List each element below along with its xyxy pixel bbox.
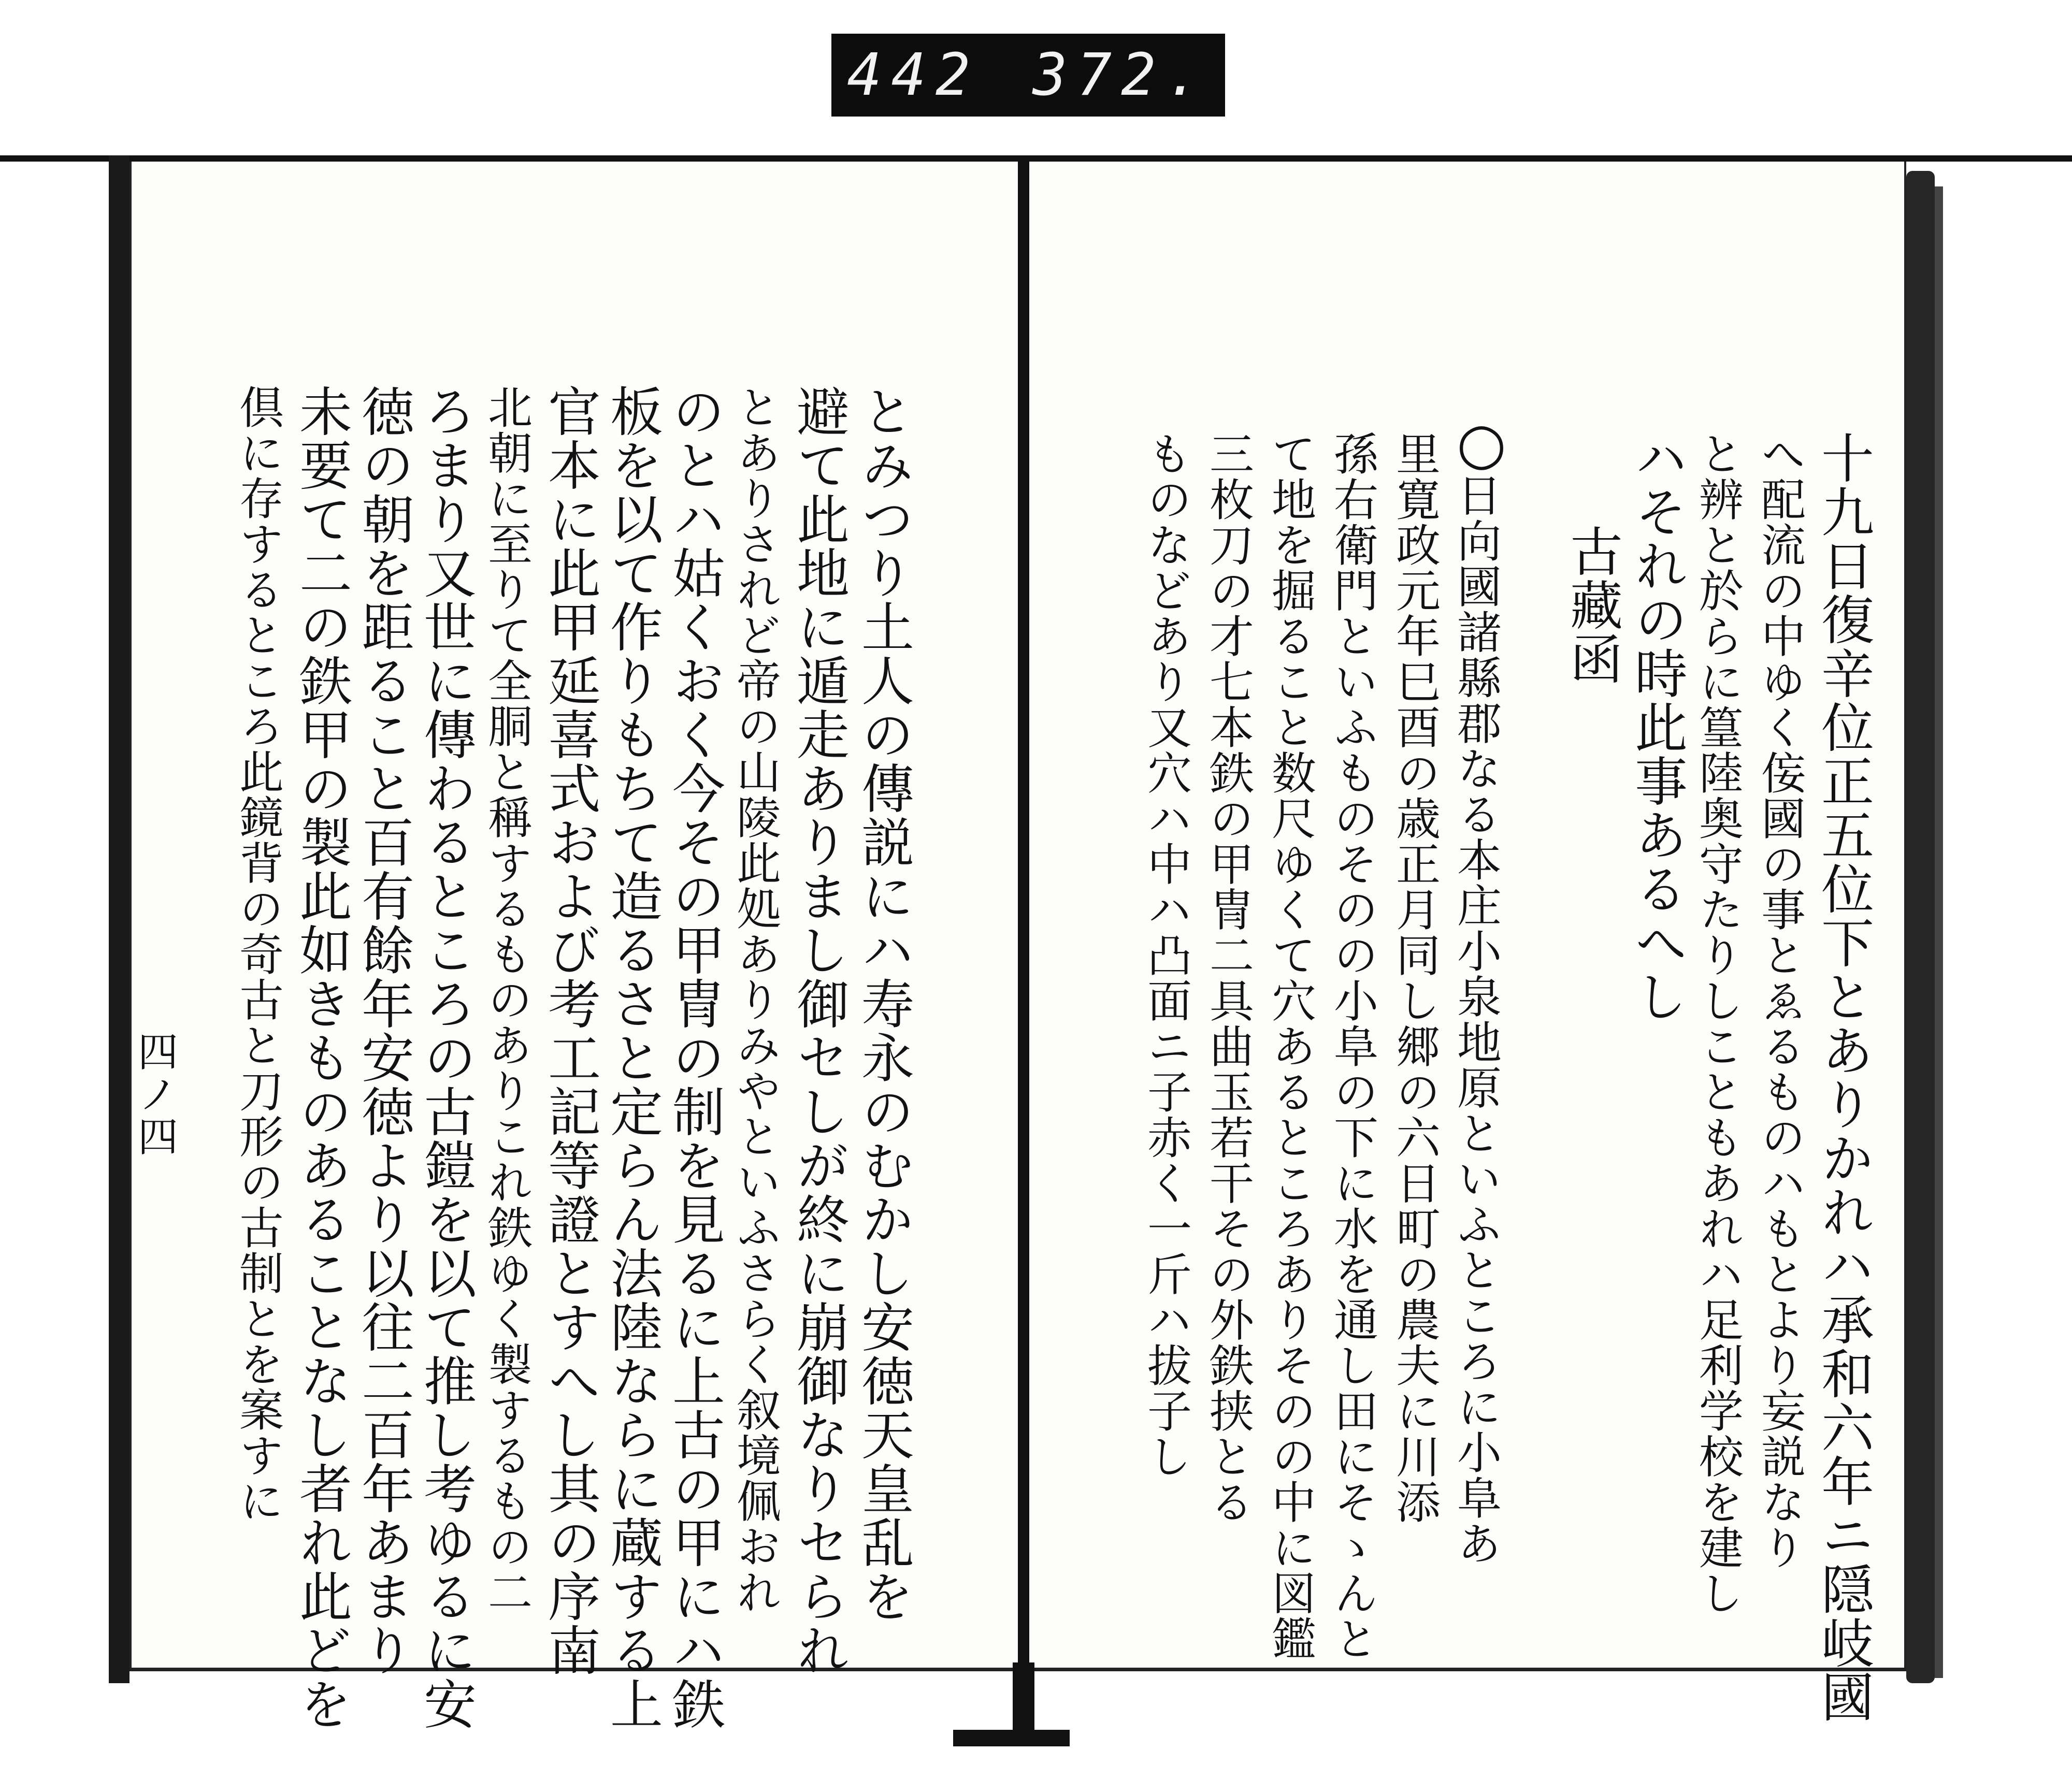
- right-column-1: 十九日復辛位正五位下とありかれハ承和六年ニ隠岐國: [1812, 431, 1874, 1724]
- book-left-edge: [109, 155, 130, 1683]
- spine-base: [953, 1730, 1070, 1746]
- left-column-7: 北朝に至りて全胴と稱するものありこれ鉄ゆく製するもの二: [480, 384, 532, 1615]
- right-column-10: 三枚刀の才七本鉄の甲冑二具曲玉若干その外鉄挟とる: [1202, 431, 1254, 1525]
- book-right-edge-shadow: [1935, 186, 1943, 1678]
- right-heading-kozobako: 古藏函: [1561, 524, 1623, 686]
- left-column-9: 徳の朝を距ること百有餘年安徳より以往二百年あまり: [353, 384, 414, 1677]
- right-column-11: ものなどあり又穴ハ中ハ凸面ニ子赤く一斤ハ拔子し: [1140, 431, 1191, 1479]
- left-column-4: のとハ姑くおく今その甲冑の制を見るに上古の甲にハ鉄: [664, 384, 725, 1731]
- right-column-6: 日向國諸縣郡なる本庄小泉地原といふところに小阜あ: [1449, 472, 1501, 1566]
- book-right-edge: [1906, 171, 1935, 1683]
- left-column-2: 避て此地に遁走ありまし御セしが終に崩御なりセられ: [788, 384, 850, 1677]
- frame-number-right: 372.: [1032, 41, 1210, 109]
- top-rule-line: [0, 155, 2072, 162]
- right-column-3: と辨と於らに篁陸奥守たりしこともあれハ足利学校を建し: [1691, 431, 1743, 1616]
- frame-number-left: 442: [847, 41, 980, 109]
- left-column-11: 倶に存するところ此鏡背の奇古と刀形の古制とを案すに: [232, 384, 283, 1524]
- left-column-8: ろまり又世に傳わるところの古鎧を以て推し考ゆるに安: [415, 384, 477, 1731]
- left-column-5: 板を以て作りもちて造るさと定らん法陸ならに蔵する上: [601, 384, 663, 1731]
- page-number: 四ノ四: [131, 1031, 178, 1158]
- right-page: [1029, 162, 1906, 1724]
- right-column-2: へ配流の中ゆく侫國の事とゑるものハもとより妄説なり: [1753, 431, 1805, 1570]
- left-column-10: 未要て二の鉄甲の製此如きものあることなし者れ此どを: [291, 384, 352, 1731]
- section-circle-mark: ○: [1448, 410, 1515, 478]
- right-column-7: 里寛政元年巳酉の歳正月同し郷の六日町の農夫に川添: [1388, 431, 1440, 1525]
- left-page: [130, 162, 1018, 1731]
- frame-number-label: [831, 34, 1225, 117]
- right-column-4: ハそれの時此事あるへし: [1626, 431, 1688, 1023]
- right-column-8: 孫右衛門といふものそのの小阜の下に水を通し田にそゝんと: [1326, 431, 1378, 1661]
- left-column-3: とありされど帝の山陵此処ありみやといふさらく叙境佩おれ: [729, 384, 781, 1615]
- right-column-9: て地を掘ること数尺ゆくて穴あるところありそのの中に図鑑: [1264, 431, 1316, 1661]
- left-column-1: とみつり土人の傳説にハ寿永のむかし安徳天皇乱を: [853, 384, 914, 1623]
- book-spine: [1018, 155, 1029, 1709]
- left-column-6: 官本に此甲延喜式および考工記等證とすへし其の序南: [539, 384, 601, 1677]
